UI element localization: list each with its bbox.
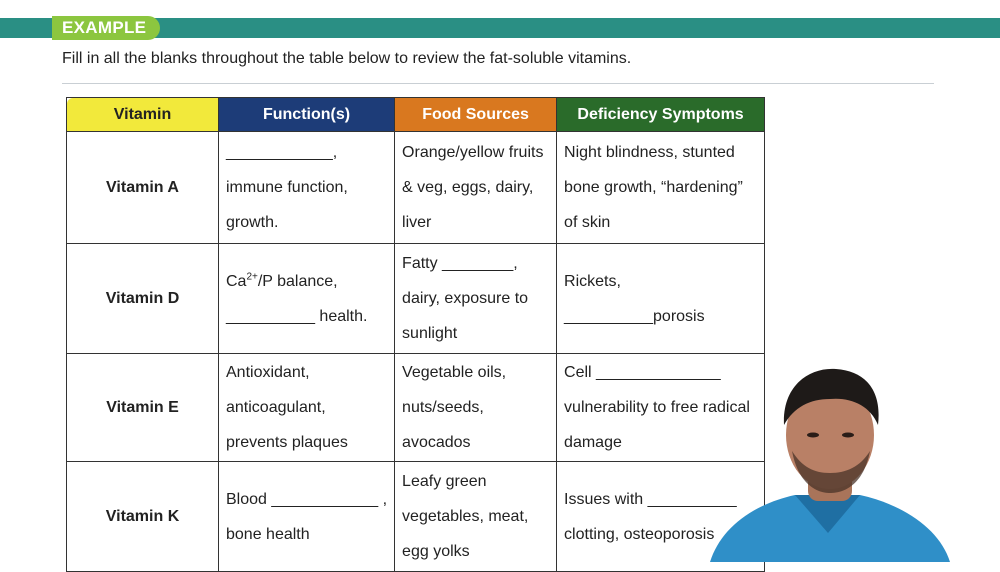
cell-line: Issues with __________ <box>564 490 737 508</box>
cell-line: bone growth, “hardening” <box>564 179 743 196</box>
cell-line: Blood ____________ , <box>226 490 388 508</box>
table-row <box>67 244 765 354</box>
table-row <box>67 354 765 462</box>
balance-text: /P balance, <box>257 272 338 290</box>
cell-line: sunlight <box>402 325 458 342</box>
header-deficiency-symptoms: Deficiency Symptoms <box>557 98 765 132</box>
cell-line: Antioxidant, <box>226 364 310 381</box>
cell-line: vegetables, meat, <box>402 508 529 525</box>
function-cell <box>219 132 395 244</box>
cell-line: anticoagulant, <box>226 399 326 416</box>
example-tag: EXAMPLE <box>52 16 160 40</box>
cell-line: Leafy green <box>402 473 487 490</box>
cell-line: immune function, <box>226 179 348 196</box>
cell-line <box>226 264 387 299</box>
cell-line: damage <box>564 434 622 451</box>
cell-line: dairy, exposure to <box>402 290 529 307</box>
vitamin-name: Vitamin A <box>67 132 219 244</box>
cell-line: clotting, osteoporosis <box>564 525 715 543</box>
header-functions: Function(s) <box>219 98 395 132</box>
cell-line: liver <box>402 214 432 231</box>
vitamin-table <box>66 97 765 572</box>
cell-line: bone health <box>226 525 310 543</box>
cell-line: prevents plaques <box>226 434 348 451</box>
cell-line: egg yolks <box>402 543 470 560</box>
presenter-eye-left <box>807 433 819 438</box>
cell-line: Fatty ________, <box>402 255 518 272</box>
header-food-sources: Food Sources <box>395 98 557 132</box>
deficiency-cell <box>557 244 765 354</box>
calcium-symbol: Ca <box>226 272 247 290</box>
divider <box>62 83 934 84</box>
cell-line: __________ health. <box>226 307 368 325</box>
cell-line: of skin <box>564 214 611 231</box>
cell-line: Orange/yellow fruits <box>402 144 544 161</box>
instruction-text: Fill in all the blanks throughout the table below to review the fat-soluble vitamins. <box>62 50 632 67</box>
vitamin-name: Vitamin E <box>67 354 219 462</box>
deficiency-cell <box>557 132 765 244</box>
vitamin-name: Vitamin K <box>67 462 219 572</box>
cell-line: & veg, eggs, dairy, <box>402 179 534 196</box>
food-cell <box>395 132 557 244</box>
vitamin-name: Vitamin D <box>67 244 219 354</box>
cell-line: __________porosis <box>564 307 705 325</box>
cell-line: growth. <box>226 214 279 231</box>
cell-line: avocados <box>402 434 471 451</box>
cell-line: nuts/seeds, <box>402 399 484 416</box>
cell-line: vulnerability to free radical <box>564 399 750 416</box>
cell-line: Rickets, <box>564 272 621 290</box>
function-cell <box>219 354 395 462</box>
table-row <box>67 462 765 572</box>
table-row <box>67 132 765 244</box>
food-cell <box>395 354 557 462</box>
food-cell <box>395 244 557 354</box>
food-cell <box>395 462 557 572</box>
cell-line: Vegetable oils, <box>402 364 507 381</box>
function-cell <box>219 244 395 354</box>
cell-line: Night blindness, stunted <box>564 144 735 161</box>
charge-superscript: 2+ <box>246 271 258 283</box>
presenter-eye-right <box>842 433 854 438</box>
function-cell <box>219 462 395 572</box>
cell-line: ____________, <box>226 144 338 161</box>
presenter-video <box>700 355 1000 562</box>
cell-line: Cell ______________ <box>564 364 721 381</box>
table-header-row <box>67 98 765 132</box>
header-vitamin: Vitamin <box>67 98 219 132</box>
